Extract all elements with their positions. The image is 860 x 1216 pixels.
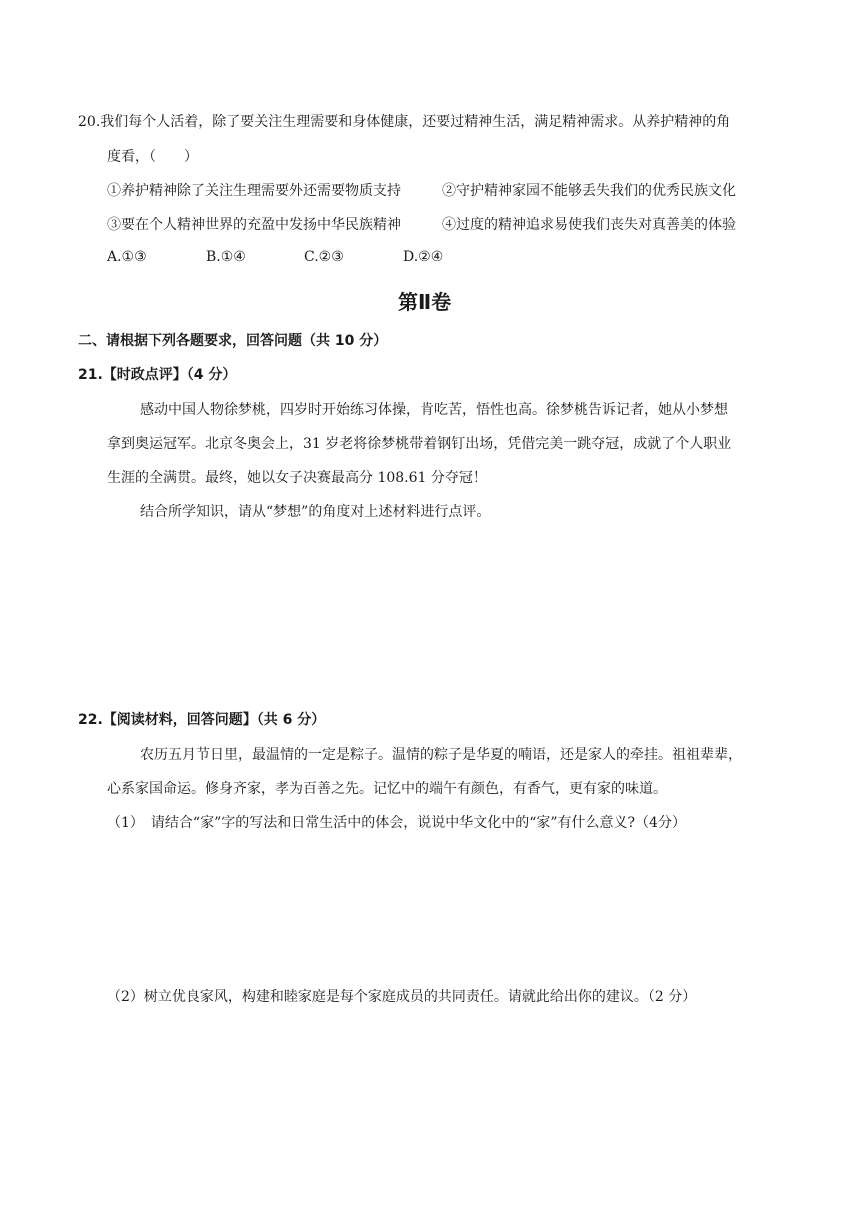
q22-material-line2: 心系家国命运。修身齐家，孝为百善之先。记忆中的端午有颜色，有香气，更有家的味道。 [107,781,667,797]
q21-material-line1: 感动中国人物徐梦桃，四岁时开始练习体操，肯吃苦，悟性也高。徐梦桃告诉记者，她从小梦想 [140,402,728,418]
q20-option-d: D.②④ [403,249,444,265]
q20-stem-line1: 20.我们每个人活着，除了要关注生理需要和身体健康，还要过精神生活，满足精神需求。从养护精神的角 [78,114,731,130]
q20-option-a: A.①③ [107,249,147,265]
q22-subquestion-1: （1） 请结合“家”字的写法和日常生活中的体会，说说中华文化中的“家”有什么意义?（4分） [107,815,686,831]
q21-heading: 21.【时政点评】（4 分） [78,367,237,383]
q22-material-line1: 农历五月节日里，最温情的一定是粽子。温情的粽子是华夏的喃语，还是家人的牵挂。祖祖辈辈， [140,747,742,763]
q20-stem-line2: 度看，（ ） [107,149,198,165]
q22-subquestion-2: （2）树立优良家风，构建和睦家庭是每个家庭成员的共同责任。请就此给出你的建议。（2 分） [107,989,697,1005]
part-heading: 二、请根据下列各题要求，回答问题（共 10 分） [78,333,388,349]
q22-heading: 22.【阅读材料，回答问题】（共 6 分） [78,712,326,728]
q20-option-c: C.②③ [304,249,344,265]
volume-title: 第Ⅱ卷 [398,290,452,314]
q20-statement-3: ③要在个人精神世界的充盈中发扬中华民族精神 [107,217,401,233]
q21-material-line3: 生涯的全满贯。最终，她以女子决赛最高分 108.61 分夺冠！ [107,470,487,486]
q20-statement-1: ①养护精神除了关注生理需要外还需要物质支持 [107,183,401,199]
q20-statement-2: ②守护精神家园不能够丢失我们的优秀民族文化 [442,183,736,199]
q20-option-b: B.①④ [206,249,246,265]
q21-material-line2: 拿到奥运冠军。北京冬奥会上，31 岁老将徐梦桃带着钢钉出场，凭借完美一跳夺冠，成就了个人职业 [107,436,732,452]
q20-statement-4: ④过度的精神追求易使我们丧失对真善美的体验 [442,217,736,233]
q21-prompt: 结合所学知识，请从“梦想”的角度对上述材料进行点评。 [140,504,491,520]
